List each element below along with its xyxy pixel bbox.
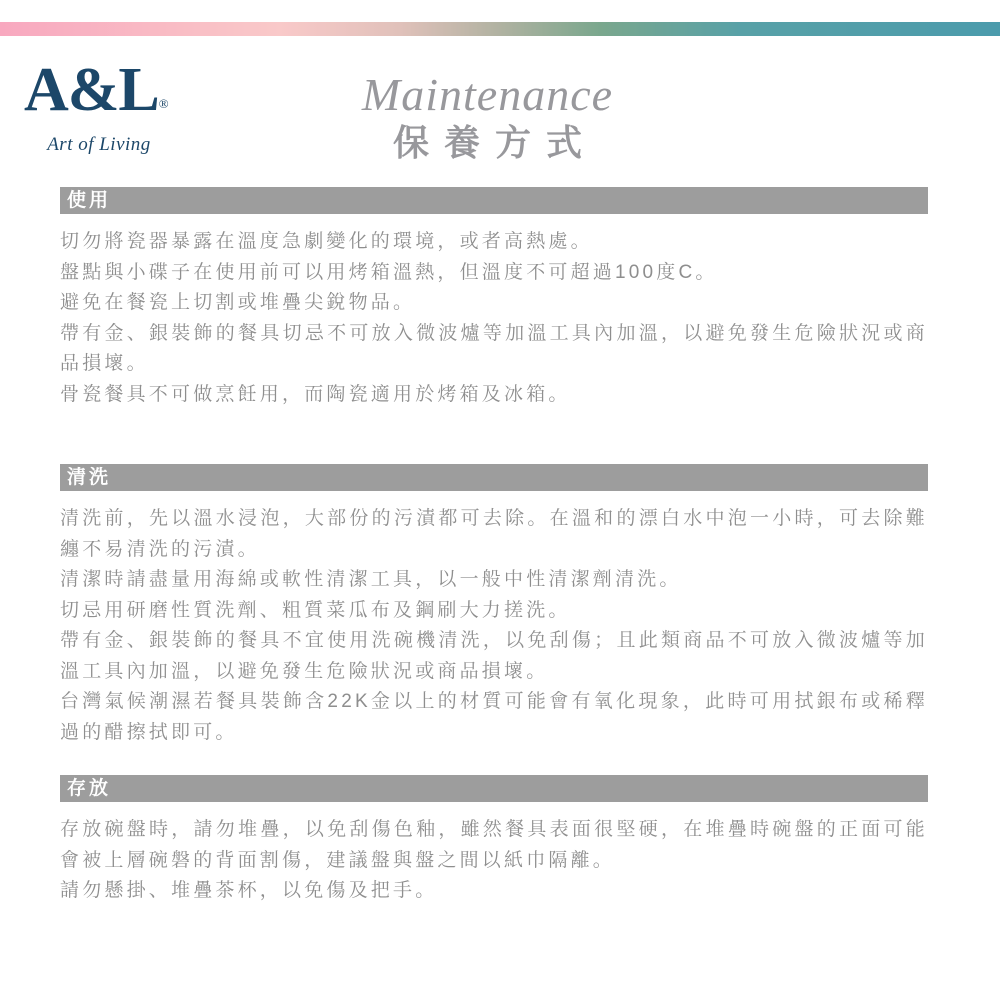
maintenance-instructions (60, 187, 928, 907)
cleaning-paragraph: 切忌用研磨性質洗劑、粗質菜瓜布及鋼刷大力搓洗。 (60, 599, 571, 621)
section-cleaning (60, 464, 928, 748)
usage-paragraph: 切勿將瓷器暴露在溫度急劇變化的環境，或者高熱處。 (60, 231, 593, 252)
cleaning-paragraph: 清潔時請盡量用海綿或軟性清潔工具，以一般中性清潔劑清洗。 (60, 569, 682, 590)
usage-paragraph: 盤點與小碟子在使用前可以用烤箱溫熱，但溫度不可超過100度C。 (60, 261, 718, 283)
storage-paragraph: 存放碗盤時，請勿堆疊，以免刮傷色釉，雖然餐具表面很堅硬，在堆疊時碗盤的正面可能會被上層碗磐的背面割傷，建議盤與盤之間以紙巾隔離。 (60, 819, 928, 871)
brand-logo-name: A&L (24, 56, 159, 124)
brand-tagline: Art of Living (47, 134, 151, 155)
cleaning-paragraph: 清洗前，先以溫水浸泡，大部份的污漬都可去除。在溫和的漂白水中泡一小時，可去除難纏不易清洗的污漬。 (60, 508, 928, 560)
usage-paragraph: 骨瓷餐具不可做烹飪用，而陶瓷適用於烤箱及冰箱。 (60, 383, 571, 405)
section-storage (60, 775, 928, 907)
usage-paragraph: 避免在餐瓷上切割或堆疊尖銳物品。 (60, 292, 416, 313)
page-header (0, 70, 975, 164)
cleaning-paragraph: 台灣氣候潮濕若餐具裝飾含22K金以上的材質可能會有氧化現象，此時可用拭銀布或稀釋過的醋擦拭即可。 (60, 691, 928, 743)
section-cleaning-heading: 清洗 (60, 464, 928, 491)
top-gradient-bar (0, 22, 1000, 36)
section-storage-heading: 存放 (60, 775, 928, 802)
section-usage-heading: 使用 (60, 187, 928, 214)
usage-paragraph: 帶有金、銀裝飾的餐具切忌不可放入微波爐等加溫工具內加溫，以避免發生危險狀況或商品損壞。 (60, 322, 928, 374)
cleaning-paragraph: 帶有金、銀裝飾的餐具不宜使用洗碗機清洗，以免刮傷；且此類商品不可放入微波爐等加溫工具內加溫，以避免發生危險狀況或商品損壞。 (60, 630, 928, 682)
page-title-chinese: 保養方式 (392, 123, 597, 163)
section-usage (60, 187, 928, 410)
page-title-english: Maintenance (361, 69, 614, 120)
storage-paragraph: 請勿懸掛、堆疊茶杯，以免傷及把手。 (60, 880, 438, 901)
registered-trademark-symbol: ® (158, 96, 169, 111)
